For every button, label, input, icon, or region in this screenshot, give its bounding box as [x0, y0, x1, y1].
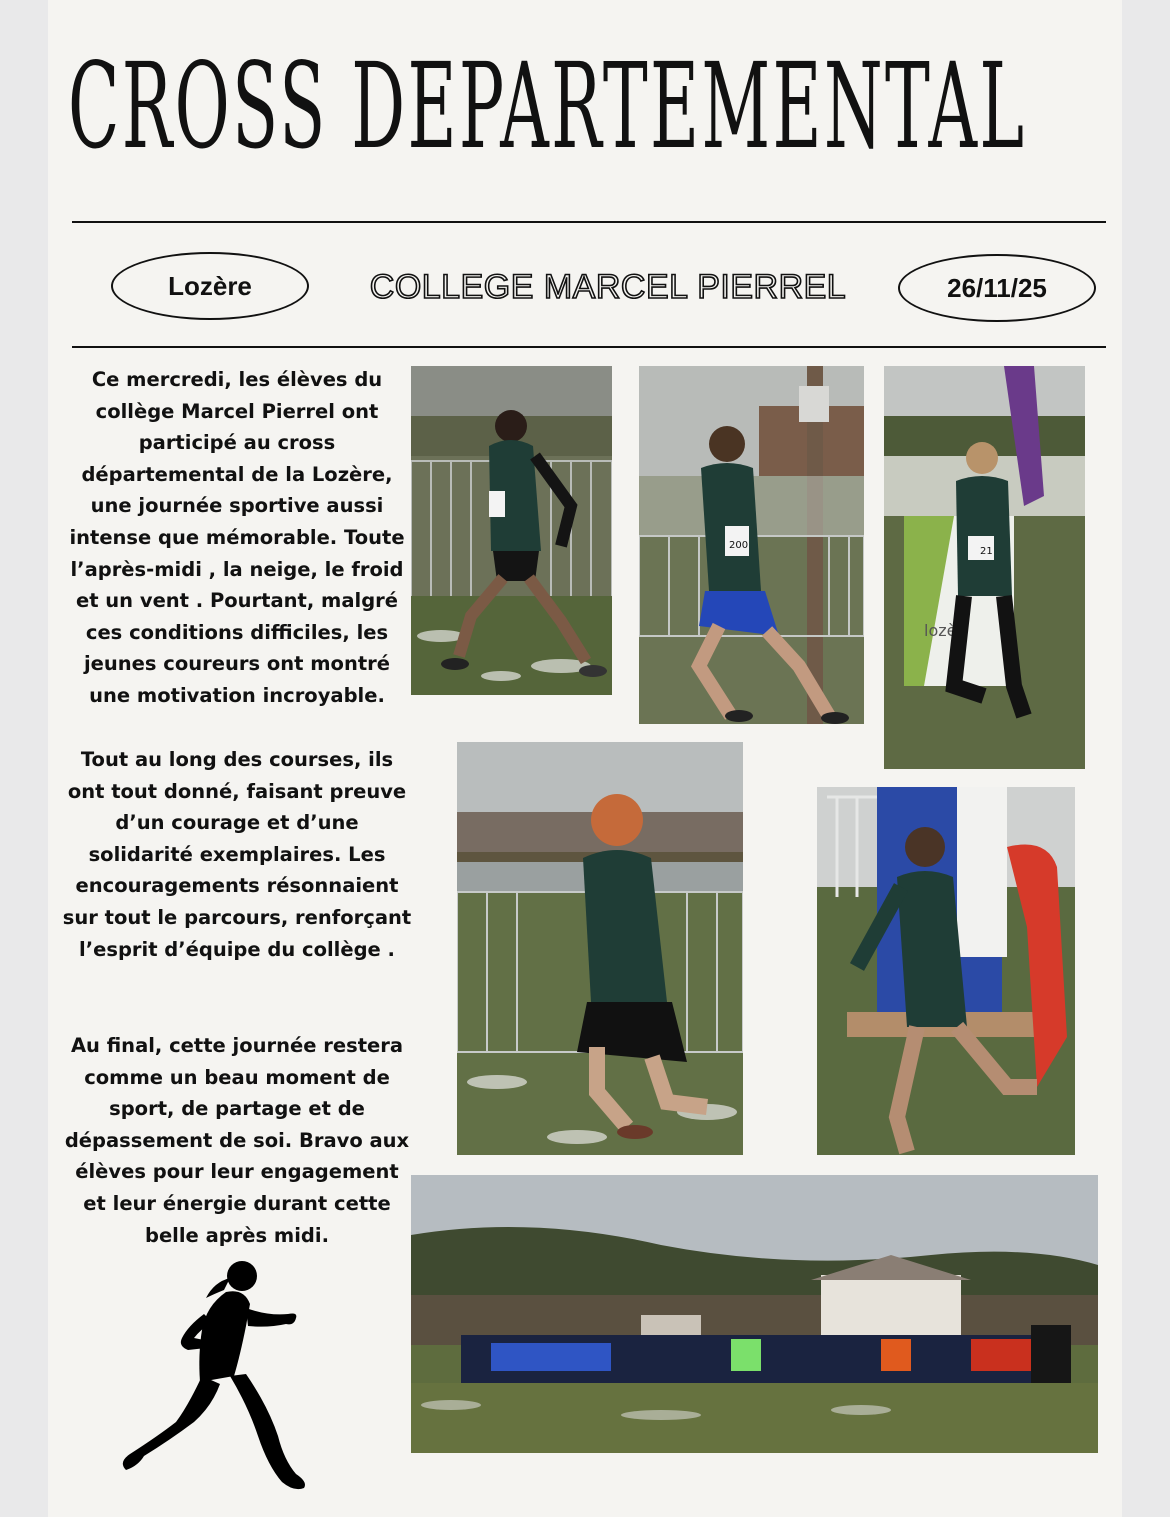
photo-runner-girl-banner [884, 366, 1085, 769]
runner-silhouette-icon [118, 1256, 314, 1500]
newsletter-page [48, 0, 1122, 1517]
photo-starting-line [411, 1175, 1098, 1453]
banner-text: lozè [924, 621, 957, 640]
runner-2-bib: 200 [729, 540, 749, 551]
photo-runner-ponytail [817, 787, 1075, 1155]
runner-3-bib: 21 [980, 546, 993, 557]
divider-bottom [72, 346, 1106, 348]
date-label: 26/11/25 [947, 272, 1047, 303]
photo-runner-red-hair [457, 742, 743, 1155]
photo-runner-boy-blue-shorts [639, 366, 864, 724]
location-badge [111, 252, 309, 320]
location-label: Lozère [168, 270, 252, 301]
school-name: COLLEGE MARCEL PIERREL [369, 268, 847, 306]
date-badge [898, 254, 1096, 322]
article-paragraph-3: Au final, cette journée restera comme un beau moment de sport, de partage et de dépassement de soi. Bravo aux élèves pour leur engagement et leur énergie durant cette belle après midi. [64, 1034, 410, 1247]
page-title: CROSS DEPARTEMENTAL [68, 37, 1027, 175]
divider-top [72, 221, 1106, 223]
article-paragraph-1: Ce mercredi, les élèves du collège Marcel Pierrel ont participé au cross départemental de la Lozère, une journée sportive aussi intense que mémorable. Toute l’après-midi , la neige, le froid et un vent . Pourtant, malgré ces conditions difficiles, les jeunes coureurs ont montré une motivation incroyable. [69, 368, 405, 707]
photo-runner-girl [411, 366, 612, 695]
article-paragraph-2: Tout au long des courses, ils ont tout donné, faisant preuve d’un courage et d’une solidarité exemplaires. Les encouragements résonnaient sur tout le parcours, renforçant l’esprit d’équipe du collège . [62, 748, 412, 961]
